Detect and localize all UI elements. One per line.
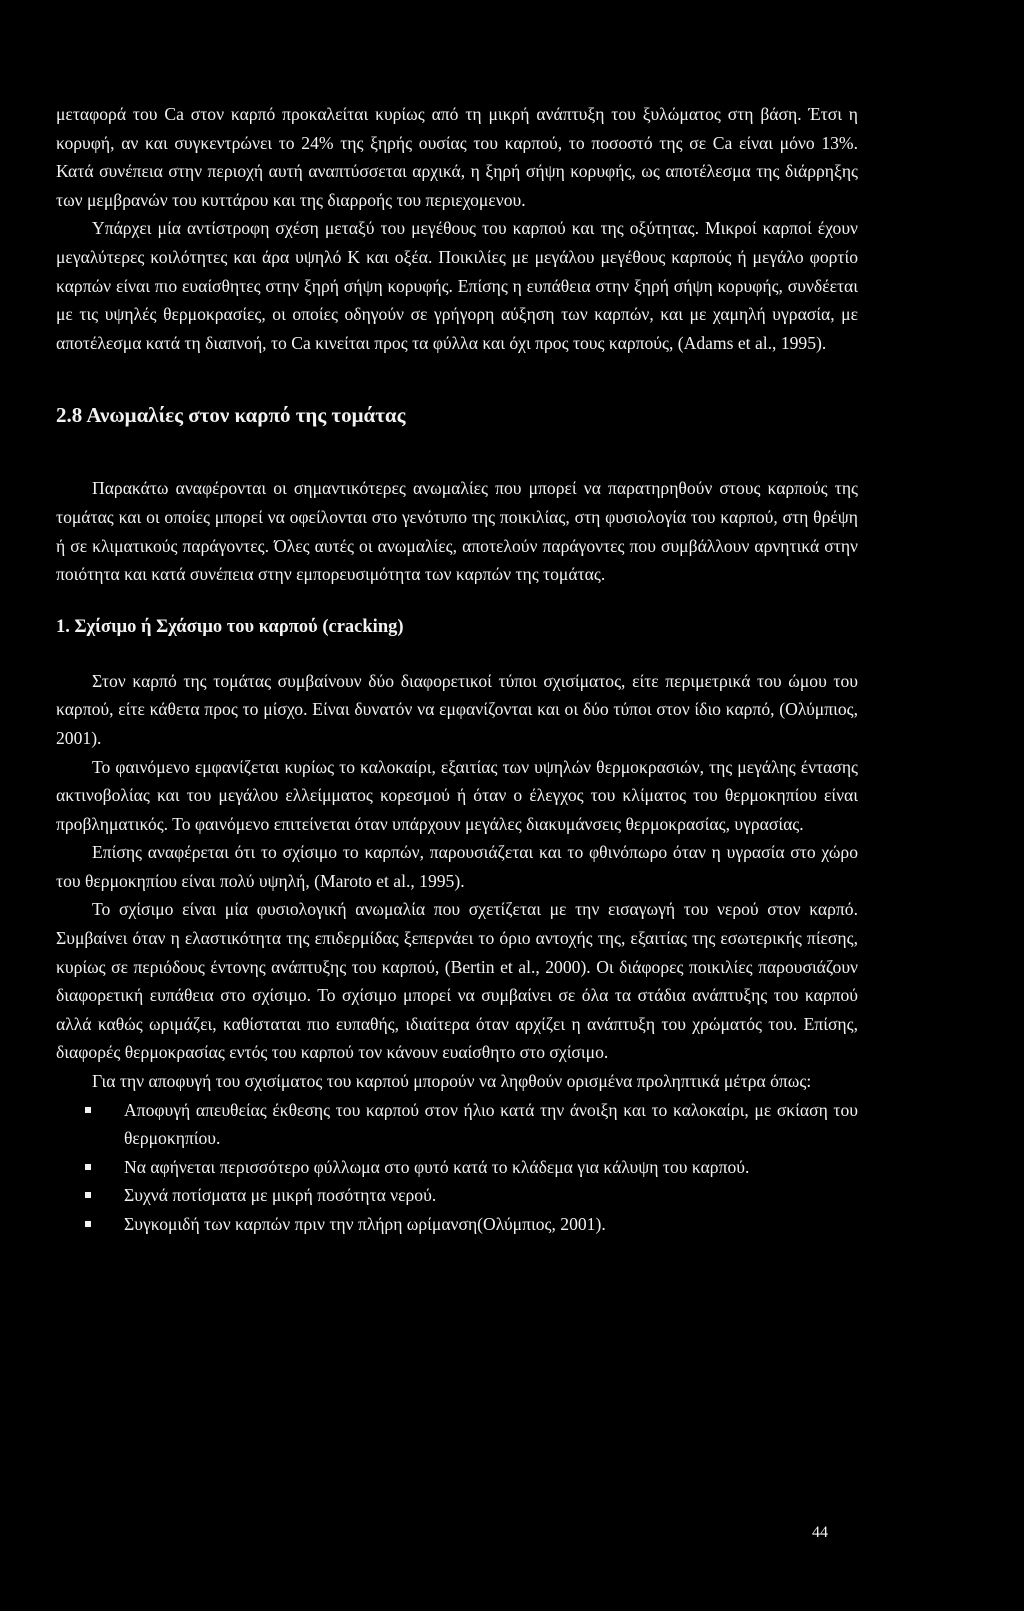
square-bullet-icon	[85, 1107, 91, 1113]
square-bullet-icon	[85, 1192, 91, 1198]
list-item	[56, 1181, 858, 1210]
paragraph-fruit-size-acidity: Υπάρχει μία αντίστροφη σχέση μεταξύ του μεγέθους του καρπού και της οξύτητας. Μικροί καρποί έχουν μεγαλύτερες κοιλότητες και άρα υψηλό K και οξέα. Ποικιλίες με μεγάλου μεγέθους καρπούς ή μεγάλο φορτίο καρπών είναι πιο ευαίσθητες στην ξηρή σήψη κορυφής. Επίσης η ευπάθεια στην ξηρή σήψη κορυφής, συνδέεται με τις υψηλές θερμοκρασίες, οι οποίες οδηγούν σε γρήγορη αύξηση των καρπών, και με χαμηλή υγρασία, με αποτέλεσμα κατά τη διαπνοή, το Ca κινείται προς τα φύλλα και όχι προς τους καρπούς, (Adams et al., 1995).	[56, 218, 858, 353]
cracking-paragraph-prevention: Για την αποφυγή του σχισίματος του καρπού μπορούν να ληφθούν ορισμένα προληπτικά μέτρα όπως:	[92, 1071, 812, 1092]
cracking-paragraph-summer: Το φαινόμενο εμφανίζεται κυρίως το καλοκαίρι, εξαιτίας των υψηλών θερμοκρασιών, της μεγάλης έντασης ακτινοβολίας και του μεγάλου ελλείμματος κορεσμού ή όταν ο έλεγχος του κλίματος του θερμοκηπίου είναι προβληματικός. Το φαινόμενο επιτείνεται όταν υπάρχουν μεγάλες διακυμάνσεις θερμοκρασίας, υγρασίας.	[56, 756, 858, 834]
section-heading: 2.8 Ανωμαλίες στον καρπό της τομάτας	[56, 403, 406, 428]
list-item-text: Συγκομιδή των καρπών πριν την πλήρη ωρίμανση(Ολύμπιος, 2001).	[124, 1214, 606, 1234]
list-item-text: Αποφυγή απευθείας έκθεσης του καρπού στον ήλιο κατά την άνοιξη και το καλοκαίρι, με σκίαση του θερμοκηπίου.	[124, 1099, 858, 1149]
cracking-paragraph-physiology: Το σχίσιμο είναι μία φυσιολογική ανωμαλία που σχετίζεται με την εισαγωγή του νερού στον καρπό. Συμβαίνει όταν η ελαστικότητα της επιδερμίδας ξεπερνάει το όριο αντοχής της, εξαιτίας της εσωτερικής πίεσης, κυρίως σε περιόδους έντονης ανάπτυξης του καρπού, (Bertin et al., 2000). Οι διάφορες ποικιλίες παρουσιάζουν διαφορετική ευπάθεια στο σχίσιμο. Το σχίσιμο μπορεί να συμβαίνει σε όλα τα στάδια ανάπτυξης του καρπού αλλά καθώς ωριμάζει, καθίσταται πιο ευπαθής, ιδιαίτερα όταν αρχίζει η ανάπτυξη του χρώματός του. Επίσης, διαφορές θερμοκρασίας εντός του καρπού τον κάνουν ευαίσθητο στο σχίσιμο.	[56, 899, 858, 1063]
page-number: 44	[812, 1524, 828, 1541]
prevention-measures-list	[56, 1096, 858, 1239]
cracking-paragraph-types: Στον καρπό της τομάτας συμβαίνουν δύο διαφορετικοί τύποι σχισίματος, είτε περιμετρικά του ώμου του καρπού, είτε κάθετα προς το μίσχο. Είναι δυνατόν να εμφανίζονται και οι δύο τύποι στον ίδιο καρπό, (Ολύμπιος, 2001).	[56, 670, 858, 748]
list-item	[56, 1210, 858, 1239]
list-item	[56, 1153, 858, 1182]
list-item	[56, 1096, 858, 1153]
document-page	[56, 100, 858, 1239]
cracking-paragraph-autumn: Επίσης αναφέρεται ότι το σχίσιμο το καρπών, παρουσιάζεται και το φθινόπωρο όταν η υγρασία στο χώρο του θερμοκηπίου είναι πολύ υψηλή, (Maroto et al., 1995).	[56, 842, 858, 891]
list-item-text: Να αφήνεται περισσότερο φύλλωμα στο φυτό κατά το κλάδεμα για κάλυψη του καρπού.	[124, 1156, 750, 1177]
list-item-text: Συχνά ποτίσματα με μικρή ποσότητα νερού.	[124, 1185, 437, 1206]
section-intro-paragraph: Παρακάτω αναφέρονται οι σημαντικότερες ανωμαλίες που μπορεί να παρατηρηθούν στους καρπούς της τομάτας και οι οποίες μπορεί να οφείλονται στο γενότυπο της ποικιλίας, στη φυσιολογία του καρπού, στη θρέψη ή σε κλιματικούς παράγοντες. Όλες αυτές οι ανωμαλίες, αποτελούν παράγοντες που συμβάλλουν αρνητικά στην ποιότητα και κατά συνέπεια στην εμπορευσιμότητα των καρπών της τομάτας.	[56, 478, 858, 585]
square-bullet-icon	[85, 1221, 91, 1227]
paragraph-calcium-transport: μεταφορά του Ca στον καρπό προκαλείται κυρίως από τη μικρή ανάπτυξη του ξυλώματος στη βάση. Έτσι η κορυφή, αν και συγκεντρώνει το 24% της ξηρής ουσίας του καρπού, το ποσοστό της σε Ca είναι μόνο 13%. Κατά συνέπεια στην περιοχή αυτή αναπτύσσεται αρχικά, η ξηρή σήψη κορυφής, ως αποτέλεσμα της διάρρηξης των μεμβρανών του κυττάρου και της διαρροής του περιεχομενου.	[56, 104, 858, 210]
square-bullet-icon	[85, 1164, 91, 1170]
subheading-cracking: 1. Σχίσιμο ή Σχάσιμο του καρπού (cracking)	[56, 616, 404, 637]
